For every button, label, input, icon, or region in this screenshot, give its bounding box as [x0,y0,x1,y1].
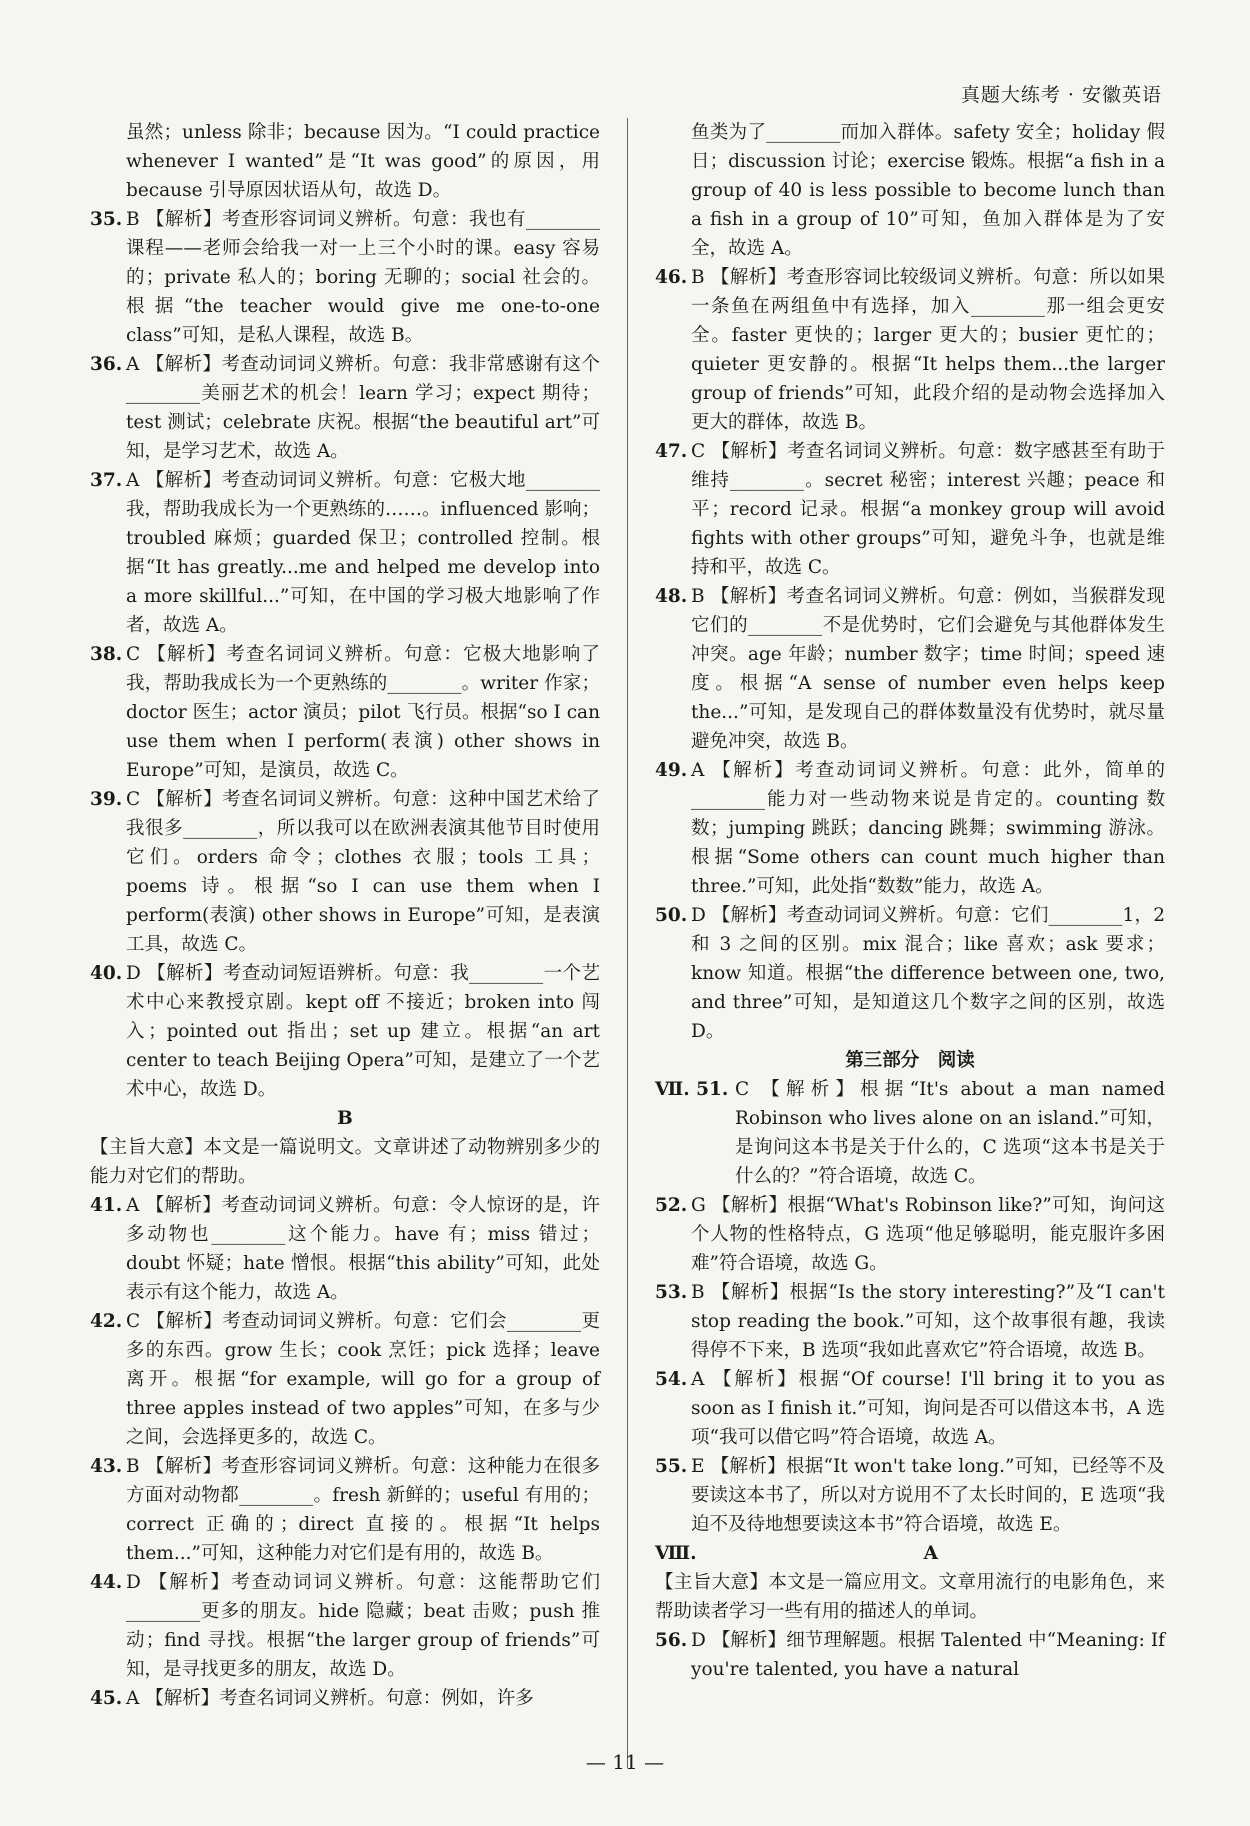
explanation-text: C 【解析】根据“It's about a man named Robinson who lives alone on an island.”可知，是询问这本书是关于什么的，C 选项“这本书是关于什么的？”符合语境，故选 C。 [735,1079,1165,1187]
question-number: 39. [90,789,123,810]
section-number: Ⅷ. [655,1543,697,1564]
answer-item [655,1191,1165,1278]
explanation-text: C 【解析】考查名词词义辨析。句意：这种中国艺术给了我很多________，所以我可以在欧洲表演其他节目时使用它们。orders 命令；clothes 衣服；tools 工具；poems 诗。根据“so I can use them when I perform(表演) other shows in Europe”可知，是表演工具，故选 C。 [126,789,600,955]
answer-item [90,350,600,466]
explanation-text: D 【解析】考查动词词义辨析。句意：这能帮助它们________更多的朋友。hide 隐藏；beat 击败；push 推动；find 寻找。根据“the larger group of friends”可知，是寻找更多的朋友，故选 D。 [126,1572,600,1680]
answer-item [90,640,600,785]
question-number: 38. [90,644,123,665]
question-number: 36. [90,354,123,375]
question-number: 53. [655,1282,688,1303]
answer-item [90,1307,600,1452]
answer-item [655,901,1165,1046]
answer-item [655,263,1165,437]
explanation-text: 【主旨大意】本文是一篇应用文。文章用流行的电影角色，来帮助读者学习一些有用的描述人的单词。 [655,1572,1165,1622]
answer-item [655,756,1165,901]
question-number: Ⅶ. 51. [655,1079,729,1100]
explanation-text: 虽然；unless 除非；because 因为。“I could practice whenever I wanted”是“It was good”的原因，用 because 引导原因状语从句，故选 D。 [126,122,600,201]
question-number: 52. [655,1195,688,1216]
answer-item [90,1191,600,1307]
section-title: A [923,1543,938,1564]
answer-item [655,582,1165,756]
explanation-text: A 【解析】考查动词词义辨析。句意：此外，简单的________能力对一些动物来说是肯定的。counting 数数；jumping 跳跃；dancing 跳舞；swimming 游泳。根据“Some others can count much higher than three.”可知，此处指“数数”能力，故选 A。 [691,760,1165,897]
explanation-text: A 【解析】考查动词词义辨析。句意：它极大地________我，帮助我成长为一个更熟练的……。influenced 影响；troubled 麻烦；guarded 保卫；controlled 控制。根据“It has greatly...me and helped me develop into a more skillful...”可知，在中国的学习极大地影响了作者，故选 A。 [126,470,600,636]
answer-item [90,959,600,1104]
explanation-text: A 【解析】考查名词词义辨析。句意：例如，许多 [126,1688,534,1709]
section-heading [90,1104,600,1133]
explanation-text: E 【解析】根据“It won't take long.”可知，已经等不及要读这本书了，所以对方说用不了太长时间的，E 选项“我迫不及待地想要读这本书”符合语境，故选 E。 [691,1456,1165,1535]
question-number: 40. [90,963,123,984]
section-heading [655,1046,1165,1075]
page-number: — 11 — [585,1750,665,1774]
answer-item [655,1365,1165,1452]
question-number: 50. [655,905,688,926]
answer-item [655,1452,1165,1539]
answer-item [90,1133,600,1191]
explanation-text: C 【解析】考查动词词义辨析。句意：它们会________更多的东西。grow 生长；cook 烹饪；pick 选择；leave 离开。根据“for example, will go for a group of three apples instead of two apples”可知，在多与少之间，会选择更多的，故选 C。 [126,1311,600,1448]
explanation-text: B 【解析】考查形容词词义辨析。句意：我也有________课程——老师会给我一对一上三个小时的课。easy 容易的；private 私人的；boring 无聊的；social 社会的。根据“the teacher would give me one-to-one class”可知，是私人课程，故选 B。 [126,209,600,346]
question-number: 55. [655,1456,688,1477]
explanation-text: 【主旨大意】本文是一篇说明文。文章讲述了动物辨别多少的能力对它们的帮助。 [90,1137,600,1187]
left-column [90,118,600,1713]
question-number: 56. [655,1630,688,1651]
question-number: 43. [90,1456,123,1477]
answer-item [90,1568,600,1684]
explanation-text: A 【解析】考查动词词义辨析。句意：令人惊讶的是，许多动物也________这个能力。have 有；miss 错过；doubt 怀疑；hate 憎恨。根据“this ability”可知，此处表示有这个能力，故选 A。 [126,1195,600,1303]
question-number: 37. [90,470,123,491]
explanation-text: B 【解析】考查形容词比较级词义辨析。句意：所以如果一条鱼在两组鱼中有选择，加入________那一组会更安全。faster 更快的；larger 更大的；busier 更忙的；quieter 更安静的。根据“It helps them...the larger group of friends”可知，此段介绍的是动物会选择加入更大的群体，故选 B。 [691,267,1165,433]
explanation-text: A 【解析】根据“Of course! I'll bring it to you as soon as I finish it.”可知，询问是否可以借这本书，A 选项“我可以借它吗”符合语境，故选 A。 [691,1369,1165,1448]
section-heading [655,1539,1165,1568]
explanation-text: A 【解析】考查动词词义辨析。句意：我非常感谢有这个________美丽艺术的机会！learn 学习；expect 期待；test 测试；celebrate 庆祝。根据“the beautiful art”可知，是学习艺术，故选 A。 [126,354,600,462]
answer-item [655,437,1165,582]
answer-item [655,1075,1165,1191]
question-number: 49. [655,760,688,781]
section-title: B [337,1108,353,1129]
explanation-text: 鱼类为了________而加入群体。safety 安全；holiday 假日；discussion 讨论；exercise 锻炼。根据“a fish in a group of 40 is less possible to become lunch than a fish in a group of 10”可知，鱼加入群体是为了安全，故选 A。 [691,122,1165,259]
right-column [655,118,1165,1684]
answer-item [655,1568,1165,1626]
explanation-text: B 【解析】根据“Is the story interesting?”及“I can't stop reading the book.”可知，这个故事很有趣，我读得停不下来，B 选项“我如此喜欢它”符合语境，故选 B。 [691,1282,1165,1361]
question-number: 54. [655,1369,688,1390]
section-title: 第三部分 阅读 [845,1050,975,1071]
explanation-text: C 【解析】考查名词词义辨析。句意：它极大地影响了我，帮助我成长为一个更熟练的________。writer 作家；doctor 医生；actor 演员；pilot 飞行员。根据“so I can use them when I perform(表演) other shows in Europe”可知，是演员，故选 C。 [126,644,600,781]
answer-item [655,1626,1165,1684]
question-number: 48. [655,586,688,607]
question-number: 44. [90,1572,123,1593]
explanation-text: B 【解析】考查名词词义辨析。句意：例如，当猴群发现它们的________不是优势时，它们会避免与其他群体发生冲突。age 年龄；number 数字；time 时间；speed 速度。根据“A sense of number even helps keep the...”可知，是发现自己的群体数量没有优势时，就尽量避免冲突，故选 B。 [691,586,1165,752]
explanation-text: D 【解析】细节理解题。根据 Talented 中“Meaning: If you're talented, you have a natural [691,1630,1165,1680]
answer-item [90,205,600,350]
question-number: 41. [90,1195,123,1216]
question-number: 47. [655,441,688,462]
answer-item [655,1278,1165,1365]
answer-item [90,118,600,205]
answer-item [655,118,1165,263]
answer-item [90,1684,600,1713]
explanation-text: D 【解析】考查动词词义辨析。句意：它们________1，2 和 3 之间的区别。mix 混合；like 喜欢；ask 要求；know 知道。根据“the difference between one, two, and three”可知，是知道这几个数字之间的区别，故选 D。 [691,905,1165,1042]
column-divider [627,118,628,1768]
answer-item [90,466,600,640]
explanation-text: D 【解析】考查动词短语辨析。句意：我________一个艺术中心来教授京剧。kept off 不接近；broken into 闯入；pointed out 指出；set up 建立。根据“an art center to teach Beijing Opera”可知，是建立了一个艺术中心，故选 D。 [126,963,600,1100]
running-header: 真题大练考 · 安徽英语 [960,84,1162,106]
explanation-text: G 【解析】根据“What's Robinson like?”可知，询问这个人物的性格特点，G 选项“他足够聪明，能克服许多困难”符合语境，故选 G。 [691,1195,1165,1274]
question-number: 46. [655,267,688,288]
question-number: 35. [90,209,123,230]
question-number: 42. [90,1311,123,1332]
question-number: 45. [90,1688,123,1709]
answer-item [90,1452,600,1568]
explanation-text: B 【解析】考查形容词词义辨析。句意：这种能力在很多方面对动物都________。fresh 新鲜的；useful 有用的；correct 正确的；direct 直接的。根据“It helps them...”可知，这种能力对它们是有用的，故选 B。 [126,1456,600,1564]
explanation-text: C 【解析】考查名词词义辨析。句意：数字感甚至有助于维持________。secret 秘密；interest 兴趣；peace 和平；record 记录。根据“a monkey group will avoid fights with other groups”可知，避免斗争，也就是维持和平，故选 C。 [691,441,1165,578]
answer-item [90,785,600,959]
